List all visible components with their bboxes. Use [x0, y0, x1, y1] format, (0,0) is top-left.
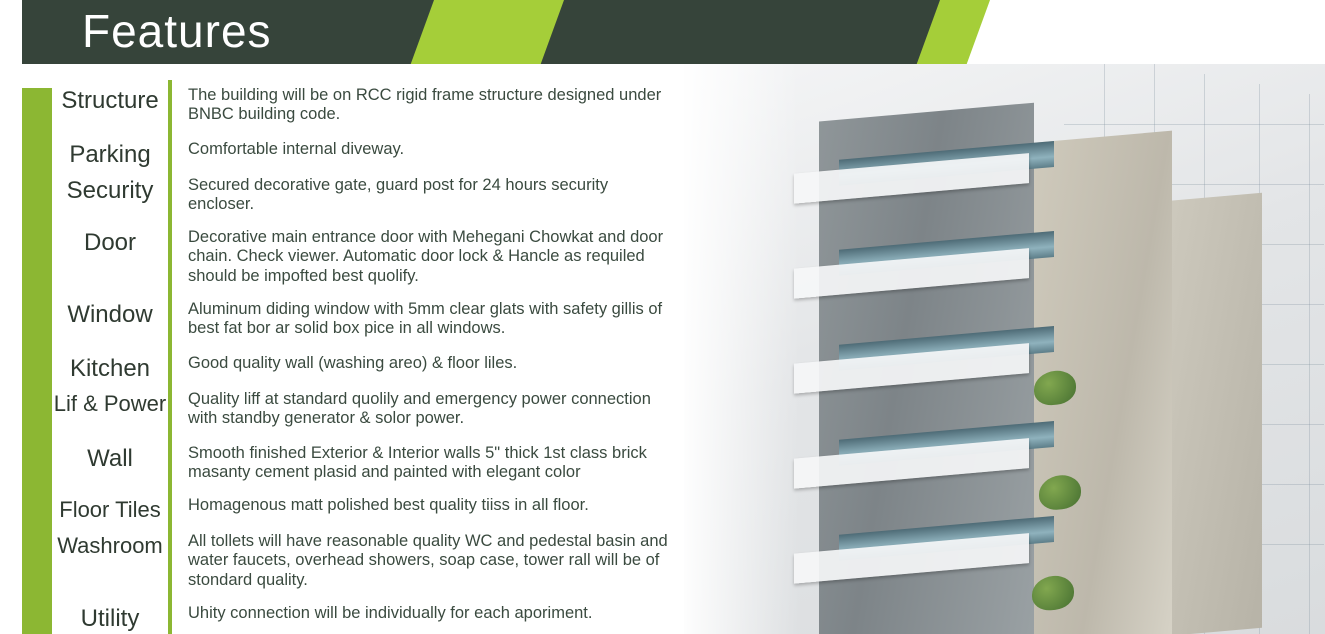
feature-label: Structure — [61, 87, 159, 114]
feature-row — [52, 140, 684, 168]
feature-row — [52, 532, 684, 590]
features-list — [52, 68, 684, 634]
feature-row — [52, 354, 684, 382]
feature-text: Homagenous matt polished best quality tiiss in all floor. — [188, 496, 589, 514]
feature-text: All tollets will have reasonable quality WC and pedestal basin and water faucets, overhead showers, soap case, tower rall will be of stondard quality. — [188, 532, 668, 589]
feature-row — [52, 444, 684, 483]
feature-label: Security — [66, 177, 154, 204]
building-photo — [684, 64, 1325, 634]
feature-text: The building will be on RCC rigid frame structure designed under BNBC building code. — [188, 86, 662, 124]
feature-label: Door — [83, 229, 137, 256]
feature-label: Kitchen — [69, 355, 151, 382]
feature-text: Aluminum diding window with 5mm clear glats with safety gillis of best fat bor ar solid box pice in all windows. — [188, 300, 663, 338]
feature-label: Window — [67, 301, 153, 328]
feature-row — [52, 496, 684, 522]
photo-left-fade — [684, 64, 1325, 634]
feature-label: Utility — [80, 605, 140, 632]
feature-text: Comfortable internal diveway. — [188, 140, 405, 158]
page-title: Features — [82, 5, 272, 57]
feature-label: Wall — [87, 445, 133, 472]
feature-label: Washroom — [57, 533, 163, 558]
feature-text: Good quality wall (washing areo) & floor liles. — [188, 354, 518, 372]
header-band — [22, 0, 1325, 64]
feature-row — [52, 604, 684, 632]
feature-row — [52, 228, 684, 286]
feature-row — [52, 86, 684, 125]
feature-text: Decorative main entrance door with Mehegani Chowkat and door chain. Check viewer. Automatic door lock & Hancle as requiled should be impofted best quolify. — [188, 228, 664, 285]
header-white-block — [962, 0, 1325, 64]
feature-text: Quality liff at standard quolily and emergency power connection with standby generator & solor power. — [188, 390, 651, 428]
feature-label: Lif & Power — [53, 391, 167, 416]
feature-text: Secured decorative gate, guard post for 24 hours security encloser. — [188, 176, 609, 214]
left-accent-rail — [22, 88, 52, 634]
feature-row — [52, 390, 684, 429]
feature-text: Uhity connection will be individually for each aporiment. — [188, 604, 593, 622]
feature-row — [52, 300, 684, 339]
feature-label: Parking — [69, 141, 151, 168]
feature-label: Floor Tiles — [59, 497, 161, 522]
feature-row — [52, 176, 684, 215]
feature-text: Smooth finished Exterior & Interior walls 5" thick 1st class brick masanty cement plasid and painted with elegant color — [188, 444, 647, 482]
